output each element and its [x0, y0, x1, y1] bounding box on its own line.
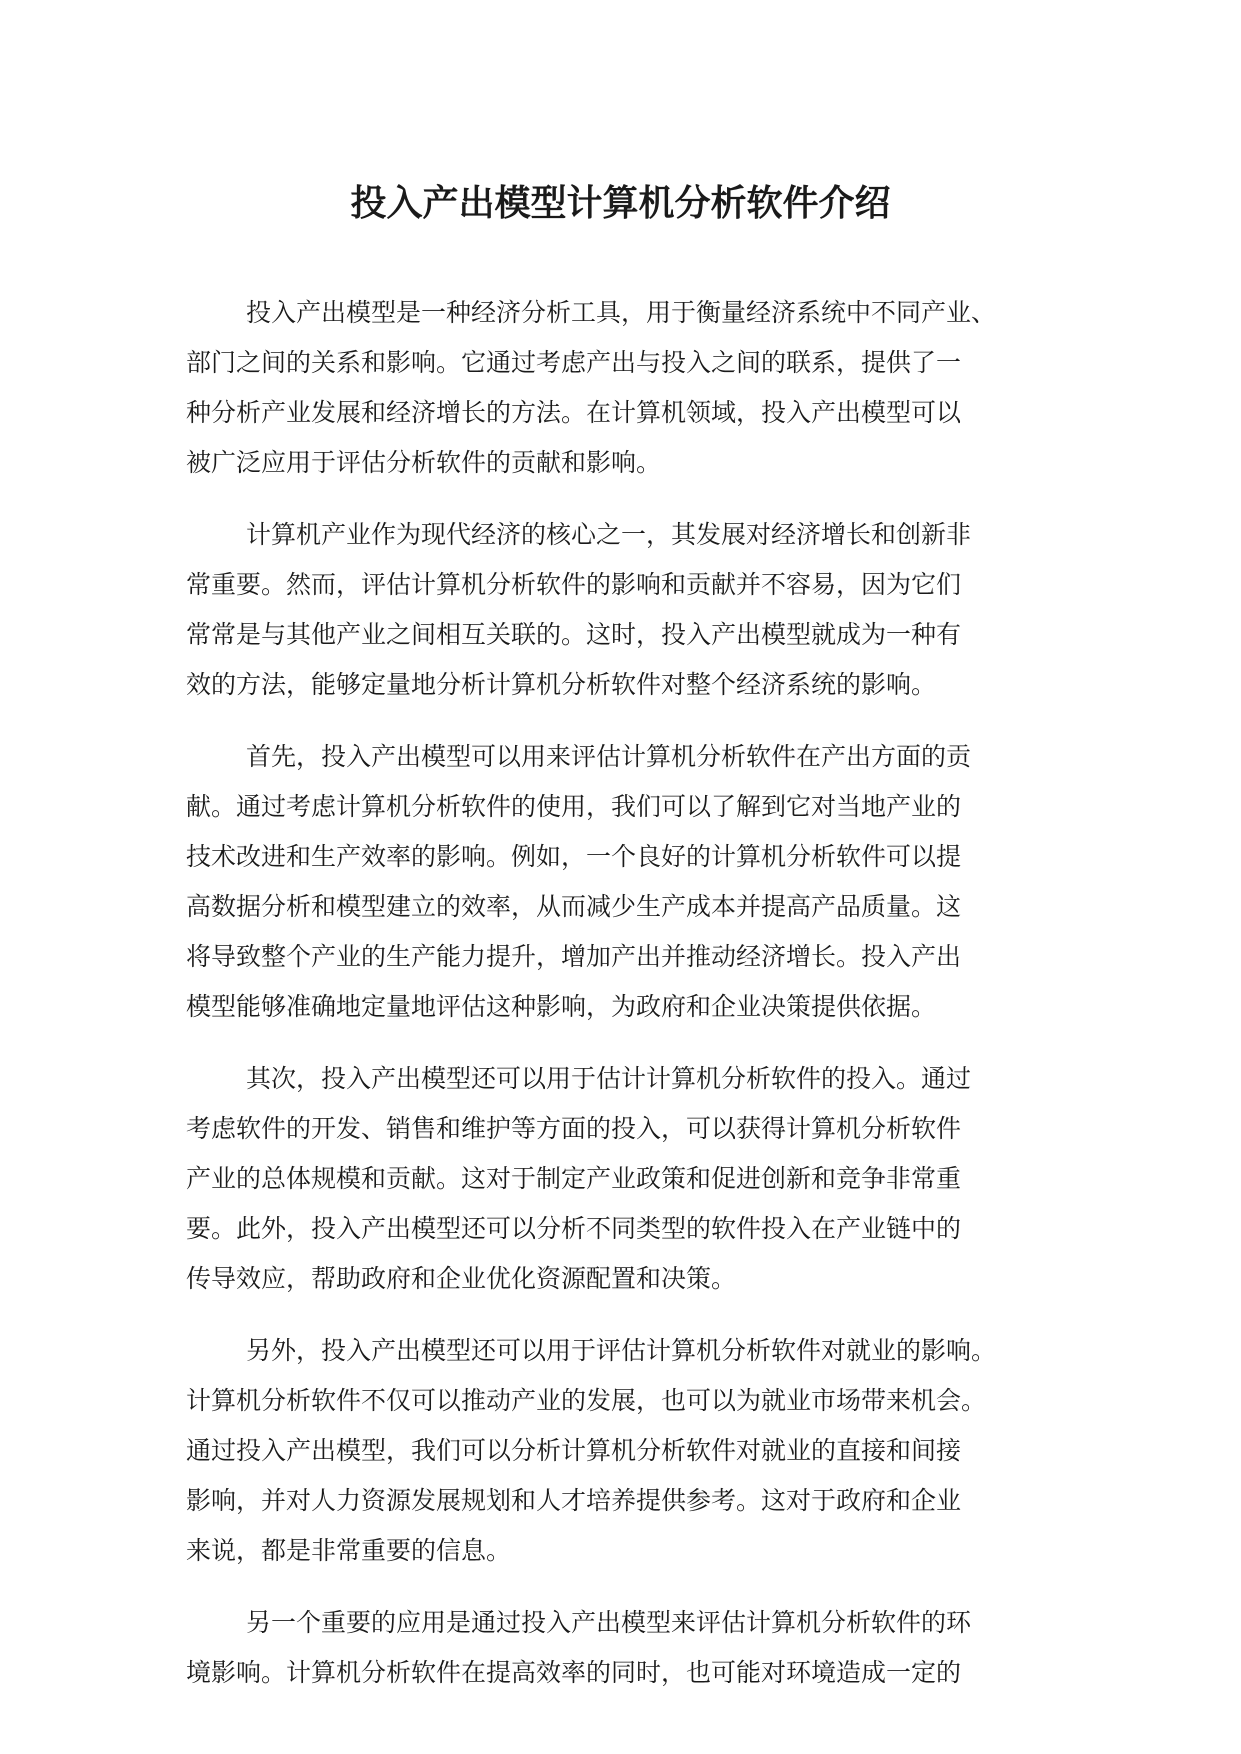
paragraph-line: 产业的总体规模和贡献。这对于制定产业政策和促进创新和竞争非常重: [186, 1164, 962, 1193]
paragraph-4: [186, 1054, 1066, 1304]
paragraph-line: 另外，投入产出模型还可以用于评估计算机分析软件对就业的影响。: [246, 1336, 997, 1365]
paragraph-1: [186, 288, 1066, 488]
paragraph-line: 计算机产业作为现代经济的核心之一，其发展对经济增长和创新非: [246, 520, 972, 549]
paragraph-line: 献。通过考虑计算机分析软件的使用，我们可以了解到它对当地产业的: [186, 792, 962, 821]
paragraph-3: [186, 732, 1066, 1032]
paragraph-line: 高数据分析和模型建立的效率，从而减少生产成本并提高产品质量。这: [186, 892, 962, 921]
paragraph-line: 另一个重要的应用是通过投入产出模型来评估计算机分析软件的环: [246, 1608, 972, 1637]
paragraph-line: 考虑软件的开发、销售和维护等方面的投入，可以获得计算机分析软件: [186, 1114, 962, 1143]
paragraph-line: 来说，都是非常重要的信息。: [186, 1536, 512, 1565]
paragraph-line: 被广泛应用于评估分析软件的贡献和影响。: [186, 448, 662, 477]
paragraph-line: 技术改进和生产效率的影响。例如，一个良好的计算机分析软件可以提: [186, 842, 962, 871]
document-title: 投入产出模型计算机分析软件介绍: [350, 183, 891, 224]
paragraph-line: 部门之间的关系和影响。它通过考虑产出与投入之间的联系，提供了一: [186, 348, 962, 377]
paragraph-line: 效的方法，能够定量地分析计算机分析软件对整个经济系统的影响。: [186, 670, 937, 699]
paragraph-line: 计算机分析软件不仅可以推动产业的发展，也可以为就业市场带来机会。: [186, 1386, 987, 1415]
paragraph-line: 影响，并对人力资源发展规划和人才培养提供参考。这对于政府和企业: [186, 1486, 962, 1515]
paragraph-5: [186, 1326, 1066, 1576]
paragraph-line: 种分析产业发展和经济增长的方法。在计算机领域，投入产出模型可以: [186, 398, 962, 427]
paragraph-line: 常常是与其他产业之间相互关联的。这时，投入产出模型就成为一种有: [186, 620, 962, 649]
paragraph-line: 要。此外，投入产出模型还可以分析不同类型的软件投入在产业链中的: [186, 1214, 962, 1243]
document-body: [186, 288, 1066, 1720]
paragraph-line: 通过投入产出模型，我们可以分析计算机分析软件对就业的直接和间接: [186, 1436, 962, 1465]
paragraph-2: [186, 510, 1066, 710]
paragraph-6: [186, 1598, 1066, 1698]
paragraph-line: 将导致整个产业的生产能力提升，增加产出并推动经济增长。投入产出: [186, 942, 962, 971]
paragraph-line: 模型能够准确地定量地评估这种影响，为政府和企业决策提供依据。: [186, 992, 937, 1021]
paragraph-line: 投入产出模型是一种经济分析工具，用于衡量经济系统中不同产业、: [246, 298, 997, 327]
paragraph-line: 常重要。然而，评估计算机分析软件的影响和贡献并不容易，因为它们: [186, 570, 962, 599]
paragraph-line: 其次，投入产出模型还可以用于估计计算机分析软件的投入。通过: [246, 1064, 972, 1093]
paragraph-line: 境影响。计算机分析软件在提高效率的同时，也可能对环境造成一定的: [186, 1658, 962, 1687]
paragraph-line: 传导效应，帮助政府和企业优化资源配置和决策。: [186, 1264, 737, 1293]
paragraph-line: 首先，投入产出模型可以用来评估计算机分析软件在产出方面的贡: [246, 742, 972, 771]
